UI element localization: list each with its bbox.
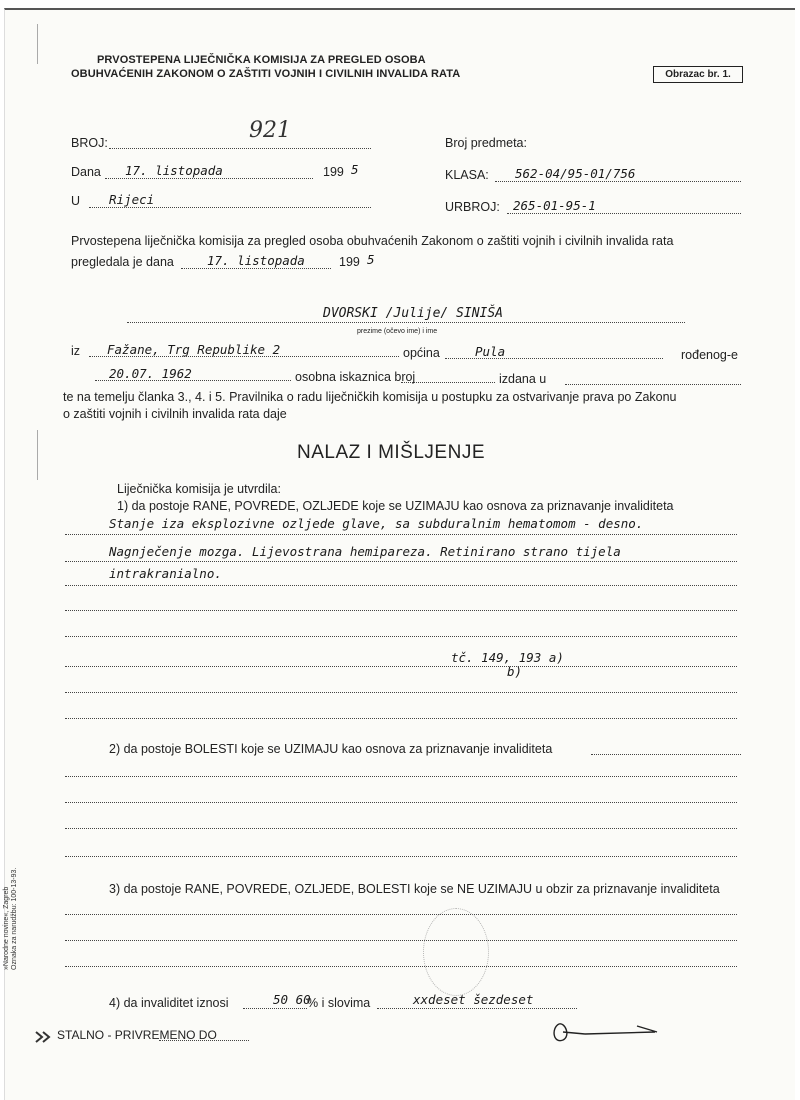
printer-imprint <box>3 840 19 970</box>
header-line-2: OBUHVAĆENIH ZAKONOM O ZAŠTITI VOJNIH I CIVILNIH INVALIDA RATA <box>71 68 461 80</box>
diagnosis-line-3: intrakranialno. <box>109 566 222 581</box>
ruled-line <box>65 776 737 777</box>
margin-mark <box>37 24 38 64</box>
diagnosis-line-2: Nagnječenje mozga. Lijevostrana hemipareza. Retinirano strano tijela <box>109 544 621 559</box>
dana-label: Dana <box>71 165 101 179</box>
findings-intro: Liječnička komisija je utvrdila: <box>117 482 281 496</box>
exam-year-prefix: 199 <box>339 255 360 269</box>
faint-stamp <box>423 908 489 996</box>
ruled-line <box>65 561 737 562</box>
klasa-label: KLASA: <box>445 168 489 182</box>
words-line <box>377 1008 577 1009</box>
ruled-line <box>65 585 737 586</box>
dana-year-prefix: 199 <box>323 165 344 179</box>
diagnosis-line-1: Stanje iza eksplozivne ozljede glave, sa subduralnim hematomom - desno. <box>109 516 644 531</box>
section-2-inline-line <box>591 754 741 755</box>
izdana-line <box>565 384 741 385</box>
name-line <box>127 322 685 323</box>
id-card-label: osobna iskaznica broj <box>295 370 416 384</box>
u-label: U <box>71 194 81 208</box>
legal-line-1: te na temelju članka 3., 4. i 5. Pravilnika o radu liječničkih komisija u postupku za ostvarivanje prava po Zakonu <box>63 390 677 404</box>
imprint-line: Oznaka za narudžbu: 100-13-93. <box>11 867 18 970</box>
ruled-line <box>65 636 737 637</box>
publisher-logo-icon <box>35 1030 51 1044</box>
exam-date-value: 17. listopada <box>207 253 305 268</box>
document-title: NALAZ I MIŠLJENJE <box>297 442 485 463</box>
iz-label: iz <box>71 344 81 358</box>
article-reference: tč. 149, 193 a) <box>451 650 564 665</box>
header-line-1: PRVOSTEPENA LIJEČNIČKA KOMISIJA ZA PREGLED OSOBA <box>97 54 426 66</box>
section-1-heading: 1) da postoje RANE, POVREDE, OZLJEDE koje se UZIMAJU kao osnova za priznavanje invaliditeta <box>117 499 674 513</box>
id-card-line <box>401 382 495 383</box>
birth-date-value: 20.07. 1962 <box>109 366 192 381</box>
section-2-heading: 2) da postoje BOLESTI koje se UZIMAJU kao osnova za priznavanje invaliditeta <box>109 742 553 756</box>
intro-line-2-prefix: pregledala je dana <box>71 255 174 269</box>
ruled-line <box>65 914 737 915</box>
urbroj-label: URBROJ: <box>445 200 500 214</box>
intro-line-1: Prvostepena liječnička komisija za pregled osoba obuhvaćenih Zakonom o zaštiti vojnih i civilnih invalida rata <box>71 234 674 248</box>
opcina-label: općina <box>403 346 440 360</box>
dana-line <box>105 178 313 179</box>
ruled-line <box>65 610 737 611</box>
ruled-line <box>65 940 737 941</box>
form-number-box: Obrazac br. 1. <box>653 66 743 83</box>
percent-line <box>243 1008 307 1009</box>
form-page <box>4 8 795 1100</box>
ruled-line <box>65 856 737 857</box>
izdana-label: izdana u <box>499 372 547 386</box>
person-name: DVORSKI /Julije/ SINIŠA <box>323 306 504 321</box>
imprint-line: »Narodne novine«, Zagreb <box>3 886 10 970</box>
section-4-words-label: % i slovima <box>307 996 371 1010</box>
u-line <box>89 207 371 208</box>
broj-predmeta-label: Broj predmeta: <box>445 136 527 150</box>
rodenog-label: rođenog-e <box>681 348 738 362</box>
broj-value: 921 <box>249 118 291 143</box>
section-4-prefix: 4) da invaliditet iznosi <box>109 996 229 1010</box>
ruled-line <box>65 718 737 719</box>
section-3-heading: 3) da postoje RANE, POVREDE, OZLJEDE, BOLESTI koje se NE UZIMAJU u obzir za priznavanje invaliditeta <box>109 882 720 896</box>
klasa-value: 562-04/95-01/756 <box>515 166 636 181</box>
footer-status: STALNO - PRIVREMENO DO <box>57 1028 217 1042</box>
ruled-line <box>65 966 737 967</box>
u-value: Rijeci <box>109 192 155 207</box>
dana-year-digit: 5 <box>351 162 359 177</box>
ruled-line <box>65 534 737 535</box>
legal-line-2: o zaštiti vojnih i civilnih invalida rata daje <box>63 407 287 421</box>
ruled-line <box>65 802 737 803</box>
ruled-line <box>65 828 737 829</box>
footer-status-line <box>159 1040 249 1041</box>
percent-value: 50 60 <box>273 992 311 1007</box>
signature-mark <box>545 1014 665 1050</box>
opcina-value: Pula <box>475 344 506 359</box>
dana-value: 17. listopada <box>125 163 223 178</box>
margin-mark <box>37 430 38 480</box>
broj-label: BROJ: <box>71 136 108 150</box>
ruled-line <box>65 666 737 667</box>
percent-in-words: xxdeset šezdeset <box>413 992 534 1007</box>
article-reference-b: b) <box>507 664 523 679</box>
exam-year-digit: 5 <box>367 252 375 267</box>
urbroj-line <box>507 213 741 214</box>
urbroj-value: 265-01-95-1 <box>513 198 596 213</box>
broj-line <box>109 148 371 149</box>
ruled-line <box>65 692 737 693</box>
name-caption: prezime (očevo ime) i ime <box>357 328 438 335</box>
exam-date-line <box>181 268 331 269</box>
klasa-line <box>495 181 741 182</box>
address-value: Fažane, Trg Republike 2 <box>107 342 281 357</box>
